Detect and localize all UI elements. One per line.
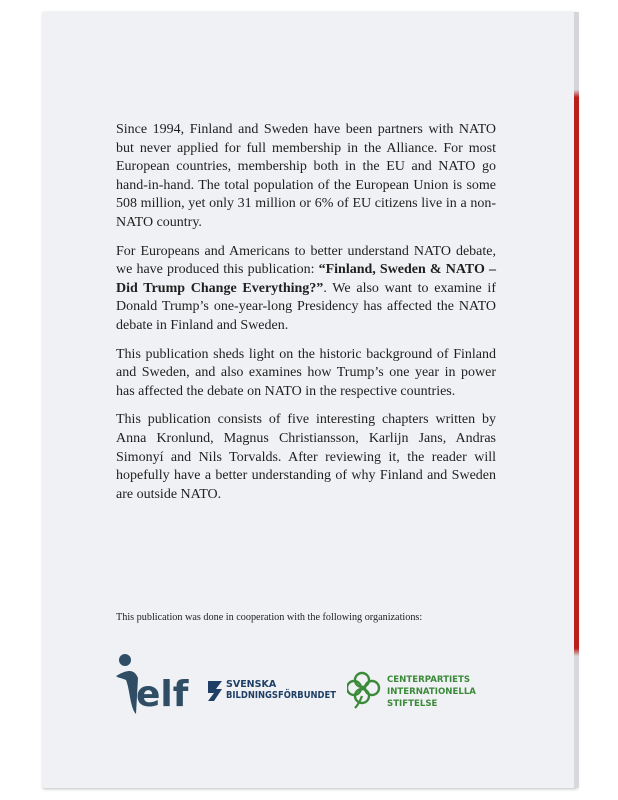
cis-line1: CENTERPARTIETS xyxy=(387,675,471,685)
paragraph-1: Since 1994, Finland and Sweden have been partners with NATO but never applied for full membership in the Alliance. For most European countries, membership both in the EU and NATO go hand-in-hand. The total population of the European Union is some 508 million, yet only 31 million or 6% of EU citizens live in a non-NATO country. xyxy=(116,122,496,230)
sbf-line1: SVENSKA xyxy=(226,679,277,690)
cis-logo xyxy=(347,668,507,712)
elf-logo xyxy=(112,650,202,722)
paragraph-2-rest: . We also want to examine if Donald Trump’s one-year-long Presidency has affected the NATO debate in Finland and Sweden. xyxy=(116,280,496,333)
book-spine xyxy=(574,12,579,788)
logo-row xyxy=(112,650,512,730)
paragraph-2-intro: For Europeans and Americans to better understand NATO debate, we have produced this publication: xyxy=(116,243,496,278)
cis-line2: INTERNATIONELLA xyxy=(387,687,476,697)
cooperation-note: This publication was done in cooperation with the following organizations: xyxy=(116,612,423,623)
sbf-logo xyxy=(208,676,338,702)
clover-icon xyxy=(347,673,379,703)
body-text xyxy=(116,121,496,514)
paragraph-2 xyxy=(116,243,496,336)
cis-line3: STIFTELSE xyxy=(387,699,438,709)
paragraph-4: This publication consists of five interesting chapters written by Anna Kronlund, Magnus Christiansson, Karlijn Jans, Andras Simonyí and Nils Torvalds. After reviewing it, the reader will hopefully have a better understanding of why Finland and Sweden are outside NATO. xyxy=(116,412,496,502)
publication-title: “Finland, Sweden & NATO – Did Trump Change Everything?” xyxy=(116,262,497,296)
sbf-line2: BILDNINGSFÖRBUNDET xyxy=(226,690,337,701)
paragraph-3: This publication sheds light on the historic background of Finland and Sweden, and also examines how Trump’s one year in power has affected the debate on NATO in the respective countries. xyxy=(116,346,496,399)
elf-logo-text: elf xyxy=(136,674,189,715)
